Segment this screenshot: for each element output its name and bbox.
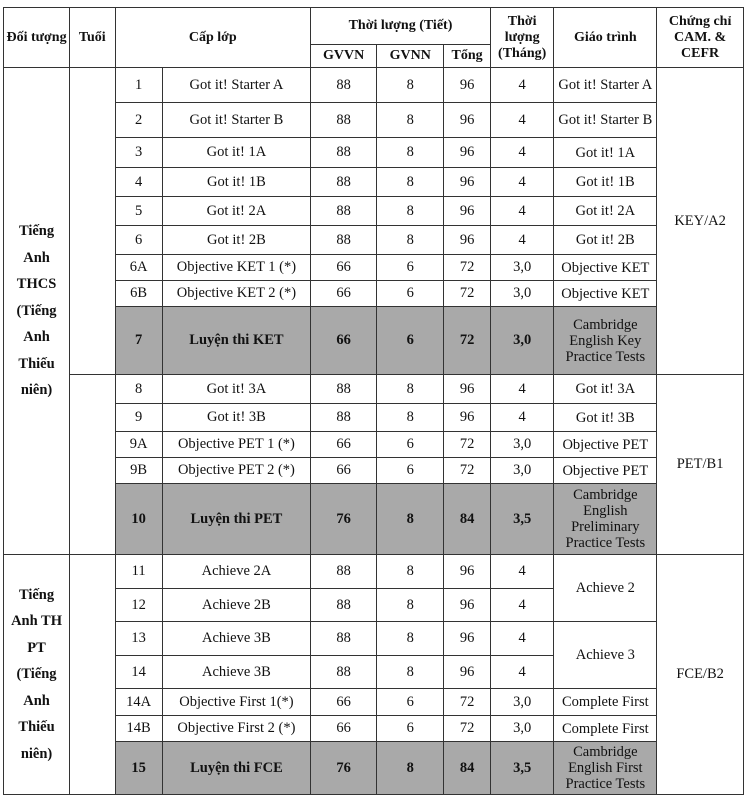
- row-total: 96: [444, 138, 491, 168]
- row-gvvn: 88: [311, 589, 377, 622]
- row-total: 96: [444, 375, 491, 404]
- row-number: 3: [115, 138, 162, 168]
- row-gvnn: 8: [377, 68, 444, 103]
- row-number: 11: [115, 555, 162, 589]
- row-total: 96: [444, 226, 491, 255]
- row-months: 4: [490, 656, 554, 689]
- row-gvnn: 8: [377, 168, 444, 197]
- row-gvnn: 8: [377, 375, 444, 404]
- row-gvnn: 8: [377, 226, 444, 255]
- row-months: 3,5: [490, 484, 554, 555]
- row-months: 4: [490, 555, 554, 589]
- row-number: 6: [115, 226, 162, 255]
- header-giao-trinh: Giáo trình: [554, 8, 657, 68]
- row-months: 4: [490, 197, 554, 226]
- table-row: [4, 226, 744, 255]
- row-total: 72: [444, 307, 491, 375]
- header-thoi-luong-thang: Thời lượng (Tháng): [490, 8, 554, 68]
- row-months: 3,0: [490, 281, 554, 307]
- row-months: 3,0: [490, 716, 554, 742]
- row-level: Objective KET 1 (*): [162, 255, 310, 281]
- row-gvvn: 76: [311, 484, 377, 555]
- row-level: Achieve 3B: [162, 622, 310, 656]
- row-total: 96: [444, 656, 491, 689]
- row-curriculum: Achieve 2: [554, 555, 657, 622]
- row-months: 3,0: [490, 307, 554, 375]
- row-level: Got it! Starter B: [162, 103, 310, 138]
- row-curriculum: Cambridge English First Practice Tests: [554, 742, 657, 795]
- row-months: 4: [490, 168, 554, 197]
- header-chung-chi: Chứng chỉ CAM. & CEFR: [657, 8, 744, 68]
- row-gvnn: 6: [377, 716, 444, 742]
- row-total: 84: [444, 484, 491, 555]
- table-row: [4, 138, 744, 168]
- row-total: 96: [444, 404, 491, 432]
- row-curriculum: Got it! 3B: [554, 404, 657, 432]
- row-gvvn: 88: [311, 168, 377, 197]
- row-curriculum: Complete First: [554, 716, 657, 742]
- row-months: 3,0: [490, 689, 554, 716]
- row-months: 3,0: [490, 255, 554, 281]
- row-gvnn: 8: [377, 589, 444, 622]
- row-months: 4: [490, 404, 554, 432]
- row-gvnn: 6: [377, 689, 444, 716]
- header-thoi-luong-tiet: Thời lượng (Tiết): [311, 8, 491, 45]
- row-total: 96: [444, 555, 491, 589]
- row-months: 4: [490, 226, 554, 255]
- row-months: 3,5: [490, 742, 554, 795]
- cert-pet-b1: PET/B1: [657, 375, 744, 555]
- table-row: [4, 168, 744, 197]
- row-gvnn: 8: [377, 656, 444, 689]
- row-level: Objective KET 2 (*): [162, 281, 310, 307]
- row-gvnn: 6: [377, 458, 444, 484]
- row-curriculum: Got it! Starter B: [554, 103, 657, 138]
- row-number: 2: [115, 103, 162, 138]
- row-number: 9A: [115, 432, 162, 458]
- row-curriculum: Cambridge English Preliminary Practice Tests: [554, 484, 657, 555]
- row-gvvn: 88: [311, 226, 377, 255]
- row-level: Achieve 2B: [162, 589, 310, 622]
- row-total: 72: [444, 432, 491, 458]
- cert-key-a2: KEY/A2: [657, 68, 744, 375]
- table-row: [4, 375, 744, 404]
- header-gvnn: GVNN: [377, 45, 444, 68]
- row-gvvn: 88: [311, 197, 377, 226]
- row-months: 4: [490, 103, 554, 138]
- table-row: [4, 404, 744, 432]
- row-number: 14B: [115, 716, 162, 742]
- row-curriculum: Achieve 3: [554, 622, 657, 689]
- row-total: 96: [444, 622, 491, 656]
- row-curriculum: Got it! 1B: [554, 168, 657, 197]
- row-gvvn: 88: [311, 656, 377, 689]
- row-curriculum: Objective KET: [554, 255, 657, 281]
- row-months: 4: [490, 589, 554, 622]
- row-gvnn: 8: [377, 622, 444, 656]
- row-number: 9: [115, 404, 162, 432]
- age-cell: [70, 555, 115, 795]
- row-number: 6A: [115, 255, 162, 281]
- row-gvvn: 66: [311, 432, 377, 458]
- row-number: 12: [115, 589, 162, 622]
- row-curriculum: Complete First: [554, 689, 657, 716]
- header-cap-lop: Cấp lớp: [115, 8, 311, 68]
- row-level: Achieve 2A: [162, 555, 310, 589]
- row-gvvn: 66: [311, 716, 377, 742]
- table-row: [4, 622, 744, 656]
- row-gvnn: 8: [377, 484, 444, 555]
- row-total: 96: [444, 197, 491, 226]
- row-level: Got it! 1B: [162, 168, 310, 197]
- row-gvvn: 66: [311, 458, 377, 484]
- header-doi-tuong: Đối tượng: [4, 8, 70, 68]
- row-level: Got it! 1A: [162, 138, 310, 168]
- row-total: 72: [444, 458, 491, 484]
- table-row-exam: [4, 484, 744, 555]
- row-gvnn: 8: [377, 138, 444, 168]
- row-curriculum: Objective PET: [554, 432, 657, 458]
- row-months: 3,0: [490, 458, 554, 484]
- row-total: 72: [444, 255, 491, 281]
- row-level: Got it! 3B: [162, 404, 310, 432]
- row-level: Luyện thi KET: [162, 307, 310, 375]
- row-gvvn: 88: [311, 138, 377, 168]
- row-number: 8: [115, 375, 162, 404]
- row-gvvn: 66: [311, 255, 377, 281]
- row-level: Objective First 2 (*): [162, 716, 310, 742]
- row-curriculum: Got it! 2B: [554, 226, 657, 255]
- row-gvnn: 8: [377, 742, 444, 795]
- table-row: [4, 555, 744, 589]
- table-row-exam: [4, 307, 744, 375]
- row-total: 96: [444, 68, 491, 103]
- row-number: 10: [115, 484, 162, 555]
- row-total: 84: [444, 742, 491, 795]
- row-level: Luyện thi PET: [162, 484, 310, 555]
- row-curriculum: Cambridge English Key Practice Tests: [554, 307, 657, 375]
- row-gvvn: 66: [311, 689, 377, 716]
- row-months: 3,0: [490, 432, 554, 458]
- row-curriculum: Got it! 1A: [554, 138, 657, 168]
- row-gvnn: 6: [377, 307, 444, 375]
- row-number: 13: [115, 622, 162, 656]
- table-row: [4, 103, 744, 138]
- row-gvnn: 6: [377, 255, 444, 281]
- row-level: Got it! 2B: [162, 226, 310, 255]
- row-curriculum: Got it! Starter A: [554, 68, 657, 103]
- row-total: 96: [444, 103, 491, 138]
- row-gvnn: 6: [377, 281, 444, 307]
- table-row: [4, 458, 744, 484]
- row-curriculum: Got it! 3A: [554, 375, 657, 404]
- row-level: Got it! 3A: [162, 375, 310, 404]
- row-number: 4: [115, 168, 162, 197]
- row-total: 72: [444, 716, 491, 742]
- table-row: [4, 281, 744, 307]
- row-level: Objective PET 2 (*): [162, 458, 310, 484]
- row-curriculum: Got it! 2A: [554, 197, 657, 226]
- row-gvvn: 66: [311, 281, 377, 307]
- age-cell: [70, 375, 115, 555]
- row-total: 72: [444, 281, 491, 307]
- row-level: Got it! Starter A: [162, 68, 310, 103]
- row-gvnn: 8: [377, 197, 444, 226]
- row-level: Achieve 3B: [162, 656, 310, 689]
- row-gvvn: 88: [311, 375, 377, 404]
- row-gvnn: 8: [377, 404, 444, 432]
- row-number: 6B: [115, 281, 162, 307]
- row-total: 72: [444, 689, 491, 716]
- row-number: 15: [115, 742, 162, 795]
- age-cell: [70, 68, 115, 375]
- row-level: Got it! 2A: [162, 197, 310, 226]
- row-number: 5: [115, 197, 162, 226]
- header-tong: Tổng: [444, 45, 491, 68]
- row-months: 4: [490, 375, 554, 404]
- row-months: 4: [490, 138, 554, 168]
- table-row: [4, 68, 744, 103]
- row-number: 14A: [115, 689, 162, 716]
- table-row: [4, 432, 744, 458]
- row-curriculum: Objective KET: [554, 281, 657, 307]
- row-months: 4: [490, 68, 554, 103]
- row-number: 9B: [115, 458, 162, 484]
- table-row: [4, 689, 744, 716]
- row-gvnn: 8: [377, 555, 444, 589]
- table-row: [4, 255, 744, 281]
- row-level: Objective PET 1 (*): [162, 432, 310, 458]
- row-gvvn: 76: [311, 742, 377, 795]
- row-gvvn: 88: [311, 404, 377, 432]
- row-total: 96: [444, 589, 491, 622]
- table-row: [4, 197, 744, 226]
- course-table: [3, 7, 744, 795]
- header-tuoi: Tuổi: [70, 8, 115, 68]
- row-gvvn: 88: [311, 622, 377, 656]
- row-curriculum: Objective PET: [554, 458, 657, 484]
- group-label-thcs: Tiếng Anh THCS (Tiếng Anh Thiếu niên): [4, 68, 70, 555]
- cert-fce-b2: FCE/B2: [657, 555, 744, 795]
- row-gvvn: 88: [311, 555, 377, 589]
- row-level: Objective First 1(*): [162, 689, 310, 716]
- row-number: 14: [115, 656, 162, 689]
- row-months: 4: [490, 622, 554, 656]
- row-gvvn: 88: [311, 68, 377, 103]
- table-row-exam: [4, 742, 744, 795]
- row-gvvn: 66: [311, 307, 377, 375]
- row-number: 7: [115, 307, 162, 375]
- table-row: [4, 716, 744, 742]
- row-number: 1: [115, 68, 162, 103]
- row-level: Luyện thi FCE: [162, 742, 310, 795]
- row-gvnn: 6: [377, 432, 444, 458]
- row-gvnn: 8: [377, 103, 444, 138]
- header-gvvn: GVVN: [311, 45, 377, 68]
- row-total: 96: [444, 168, 491, 197]
- group-label-thpt: Tiếng Anh TH PT (Tiếng Anh Thiếu niên): [4, 555, 70, 795]
- row-gvvn: 88: [311, 103, 377, 138]
